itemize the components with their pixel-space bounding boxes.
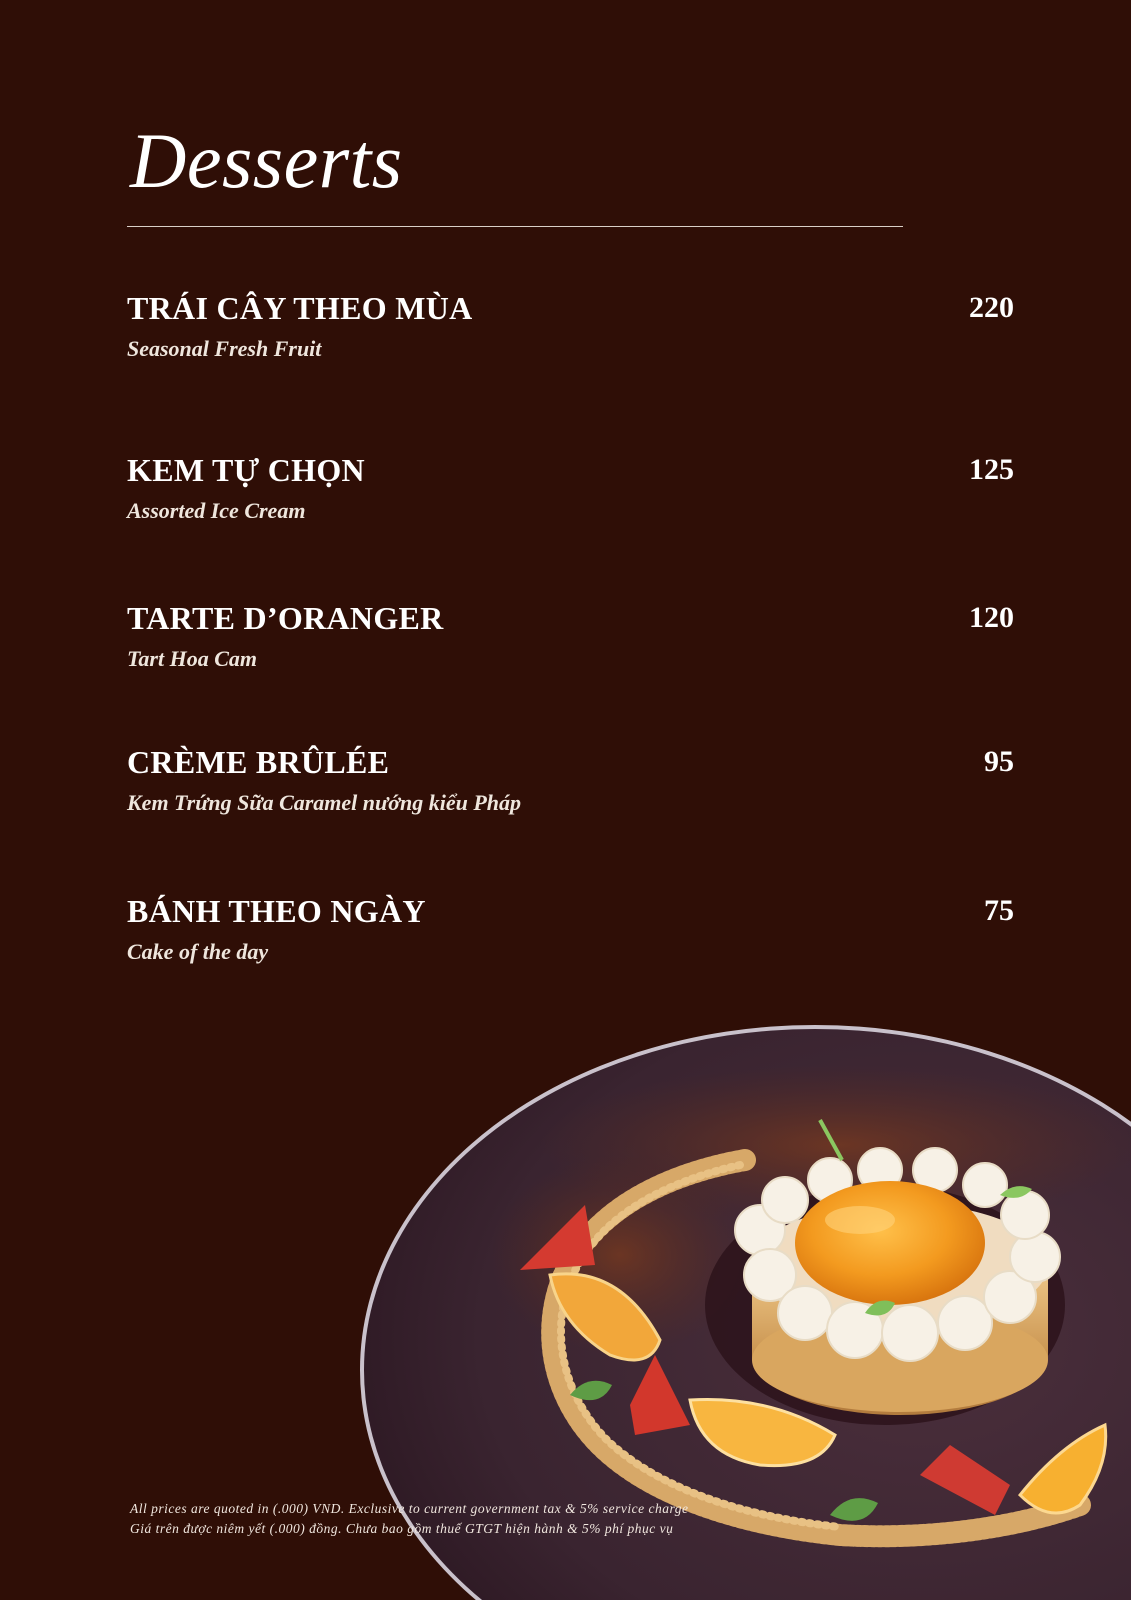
- item-description: Assorted Ice Cream: [127, 497, 306, 523]
- price-footnote: [130, 1499, 830, 1539]
- item-price: 220: [969, 291, 1014, 324]
- menu-item: [127, 290, 1014, 362]
- footnote-vietnamese: Giá trên được niêm yết (.000) đồng. Chưa bao gồm thuế GTGT hiện hành & 5% phí phục vụ: [130, 1521, 674, 1536]
- item-description: Kem Trứng Sữa Caramel nướng kiểu Pháp: [127, 789, 522, 815]
- menu-item: [127, 744, 1014, 816]
- item-price: 125: [969, 453, 1014, 486]
- item-name: KEM TỰ CHỌN: [127, 452, 365, 488]
- menu-item: [127, 452, 1014, 524]
- item-description: Seasonal Fresh Fruit: [127, 335, 322, 361]
- page-title: Desserts: [130, 117, 403, 204]
- item-name: TARTE D’ORANGER: [127, 600, 444, 636]
- item-price: 75: [984, 894, 1014, 927]
- item-description: Tart Hoa Cam: [127, 645, 257, 671]
- item-name: BÁNH THEO NGÀY: [127, 893, 426, 929]
- item-price: 120: [969, 601, 1014, 634]
- title-divider: [127, 226, 903, 227]
- item-name: TRÁI CÂY THEO MÙA: [127, 290, 473, 326]
- item-name: CRÈME BRÛLÉE: [127, 744, 390, 780]
- glaze-highlight: [825, 1206, 895, 1234]
- item-description: Cake of the day: [127, 938, 269, 964]
- menu-item: [127, 893, 1014, 965]
- item-price: 95: [984, 745, 1014, 778]
- orange-glaze: [795, 1181, 985, 1305]
- menu-item: [127, 600, 1014, 672]
- footnote-english: All prices are quoted in (.000) VND. Exclusive to current government tax & 5% service charge: [130, 1501, 689, 1516]
